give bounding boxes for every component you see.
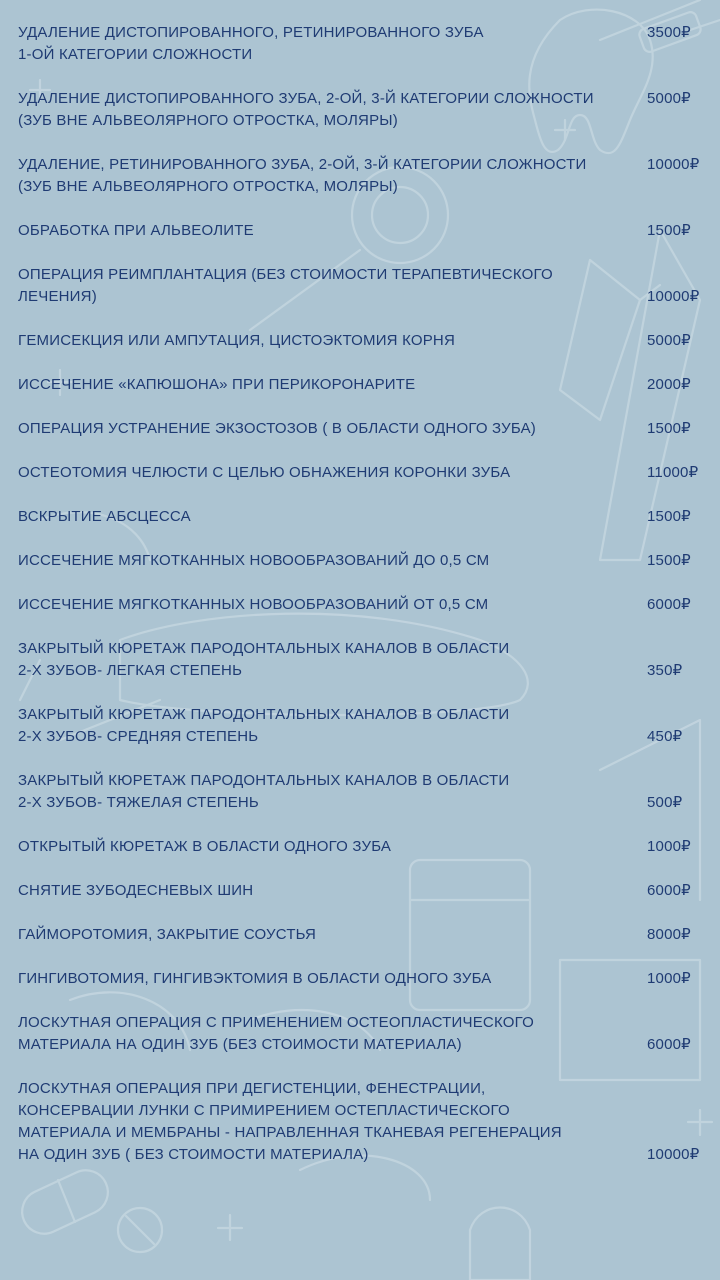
service-name: ЗАКРЫТЫЙ КЮРЕТАЖ ПАРОДОНТАЛЬНЫХ КАНАЛОВ В ОБЛАСТИ 2-Х ЗУБОВ- СРЕДНЯЯ СТЕПЕНЬ — [18, 706, 510, 745]
service-price: 450₽ — [647, 728, 683, 745]
service-name: ЗАКРЫТЫЙ КЮРЕТАЖ ПАРОДОНТАЛЬНЫХ КАНАЛОВ В ОБЛАСТИ 2-Х ЗУБОВ- ТЯЖЕЛАЯ СТЕПЕНЬ — [18, 772, 510, 811]
service-name: ВСКРЫТИЕ АБСЦЕССА — [18, 508, 191, 525]
service-name: ИССЕЧЕНИЕ «КАПЮШОНА» ПРИ ПЕРИКОРОНАРИТЕ — [18, 376, 416, 393]
service-price: 1500₽ — [647, 420, 691, 437]
service-name: ЛОСКУТНАЯ ОПЕРАЦИЯ С ПРИМЕНЕНИЕМ ОСТЕОПЛАСТИЧЕСКОГО МАТЕРИАЛА НА ОДИН ЗУБ (БЕЗ СТОИМОСТИ МАТЕРИАЛА) — [18, 1014, 534, 1053]
service-name: ГЕМИСЕКЦИЯ ИЛИ АМПУТАЦИЯ, ЦИСТОЭКТОМИЯ КОРНЯ — [18, 332, 455, 349]
service-price: 3500₽ — [647, 24, 691, 41]
service-price: 1000₽ — [647, 970, 691, 987]
service-name: ОПЕРАЦИЯ УСТРАНЕНИЕ ЭКЗОСТОЗОВ ( В ОБЛАСТИ ОДНОГО ЗУБА) — [18, 420, 536, 437]
service-price: 5000₽ — [647, 332, 691, 349]
service-price: 6000₽ — [647, 1036, 691, 1053]
service-name: ОПЕРАЦИЯ РЕИМПЛАНТАЦИЯ (БЕЗ СТОИМОСТИ ТЕРАПЕВТИЧЕСКОГО ЛЕЧЕНИЯ) — [18, 266, 553, 305]
service-name: СНЯТИЕ ЗУБОДЕСНЕВЫХ ШИН — [18, 882, 254, 899]
service-name: ОСТЕОТОМИЯ ЧЕЛЮСТИ С ЦЕЛЬЮ ОБНАЖЕНИЯ КОРОНКИ ЗУБА — [18, 464, 511, 481]
service-price: 2000₽ — [647, 376, 691, 393]
service-price: 8000₽ — [647, 926, 691, 943]
service-price: 6000₽ — [647, 596, 691, 613]
service-name: ИССЕЧЕНИЕ МЯГКОТКАННЫХ НОВООБРАЗОВАНИЙ ДО 0,5 СМ — [18, 552, 490, 569]
service-price: 10000₽ — [647, 1146, 700, 1163]
service-price: 5000₽ — [647, 90, 691, 107]
service-price: 350₽ — [647, 662, 683, 679]
service-name: УДАЛЕНИЕ ДИСТОПИРОВАННОГО ЗУБА, 2-ОЙ, 3-Й КАТЕГОРИИ СЛОЖНОСТИ (ЗУБ ВНЕ АЛЬВЕОЛЯРНОГО ОТРОСТКА, МОЛЯРЫ) — [18, 90, 594, 129]
service-name: ЛОСКУТНАЯ ОПЕРАЦИЯ ПРИ ДЕГИСТЕНЦИИ, ФЕНЕСТРАЦИИ, КОНСЕРВАЦИИ ЛУНКИ С ПРИМИРЕНИЕМ ОСТЕПЛАСТИЧЕСКОГО МАТЕРИАЛА И МЕМБРАНЫ - НАПРАВЛЕННАЯ ТКАНЕВАЯ РЕГЕНЕРАЦИЯ НА ОДИН ЗУБ ( БЕЗ СТОИМОСТИ МАТЕРИАЛА) — [18, 1080, 562, 1163]
service-price: 1000₽ — [647, 838, 691, 855]
service-price: 10000₽ — [647, 156, 700, 173]
service-name: ОТКРЫТЫЙ КЮРЕТАЖ В ОБЛАСТИ ОДНОГО ЗУБА — [18, 838, 392, 855]
service-name: ГАЙМОРОТОМИЯ, ЗАКРЫТИЕ СОУСТЬЯ — [18, 926, 317, 943]
service-price: 1500₽ — [647, 552, 691, 569]
service-price: 6000₽ — [647, 882, 691, 899]
service-name: УДАЛЕНИЕ ДИСТОПИРОВАННОГО, РЕТИНИРОВАННОГО ЗУБА 1-ОЙ КАТЕГОРИИ СЛОЖНОСТИ — [18, 24, 484, 63]
service-price: 1500₽ — [647, 222, 691, 239]
service-name: ИССЕЧЕНИЕ МЯГКОТКАННЫХ НОВООБРАЗОВАНИЙ ОТ 0,5 СМ — [18, 596, 489, 613]
service-price: 11000₽ — [647, 464, 699, 481]
service-name: ЗАКРЫТЫЙ КЮРЕТАЖ ПАРОДОНТАЛЬНЫХ КАНАЛОВ В ОБЛАСТИ 2-Х ЗУБОВ- ЛЕГКАЯ СТЕПЕНЬ — [18, 640, 510, 679]
service-name: ГИНГИВОТОМИЯ, ГИНГИВЭКТОМИЯ В ОБЛАСТИ ОДНОГО ЗУБА — [18, 970, 492, 987]
service-price: 10000₽ — [647, 288, 700, 305]
service-price: 500₽ — [647, 794, 683, 811]
service-price: 1500₽ — [647, 508, 691, 525]
service-name: ОБРАБОТКА ПРИ АЛЬВЕОЛИТЕ — [18, 222, 254, 239]
service-name: УДАЛЕНИЕ, РЕТИНИРОВАННОГО ЗУБА, 2-ОЙ, 3-Й КАТЕГОРИИ СЛОЖНОСТИ (ЗУБ ВНЕ АЛЬВЕОЛЯРНОГО ОТРОСТКА, МОЛЯРЫ) — [18, 156, 587, 195]
